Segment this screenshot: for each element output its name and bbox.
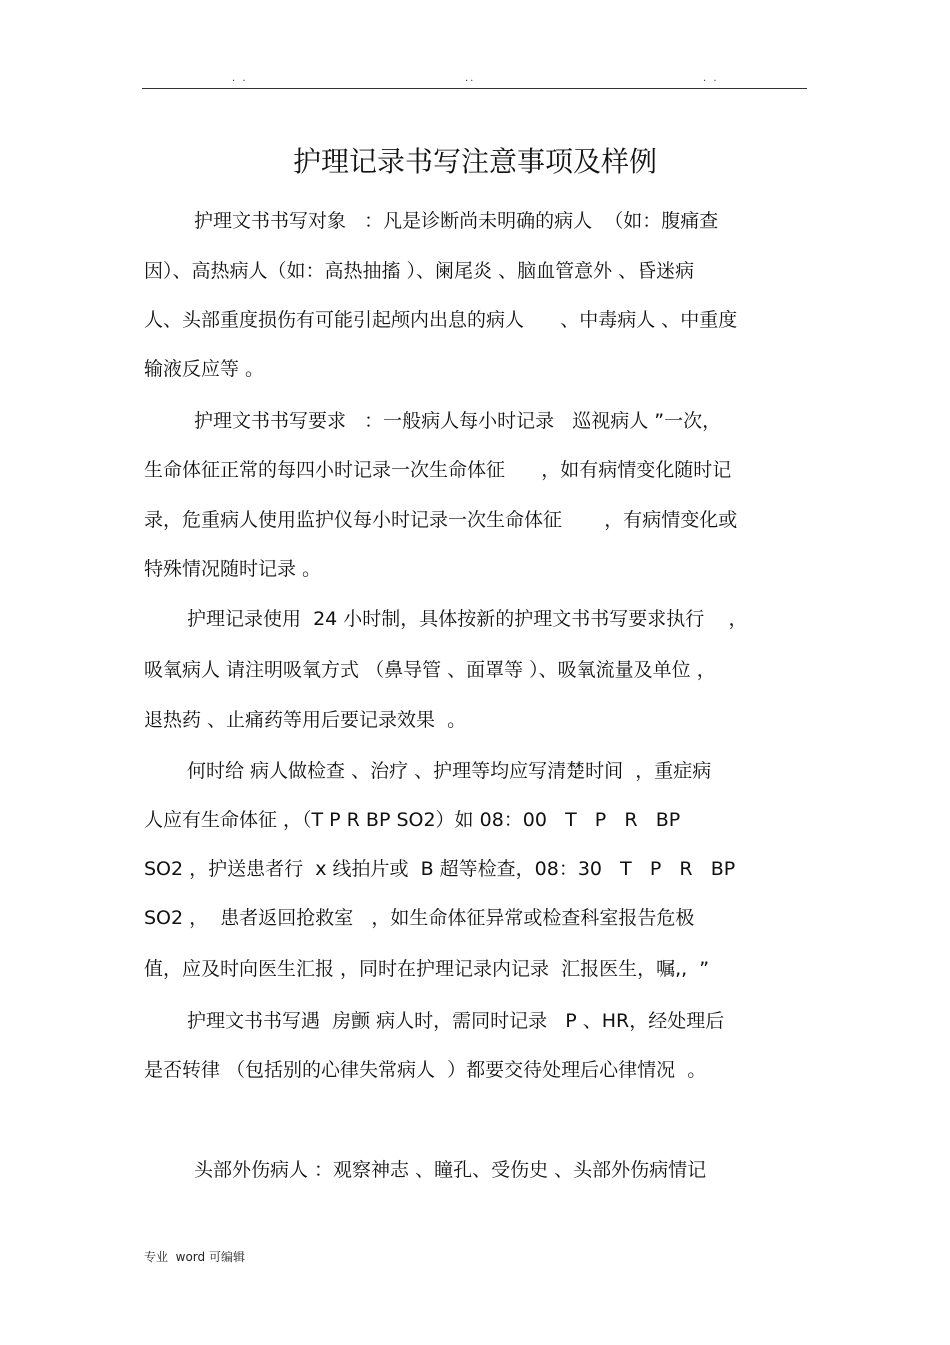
document-title: 护理记录书写注意事项及样例 xyxy=(292,145,657,178)
text-line: 录，危重病人使用监护仪每小时记录一次生命体征 ，有病情变化或 xyxy=(144,509,738,531)
text-line: 人应有生命体征 ，（T P R BP SO2）如 08：00 T P R BP xyxy=(144,809,681,831)
page-footer: 专业 word 可编辑 xyxy=(144,1250,245,1264)
text-line: 值，应及时向医生汇报 ，同时在护理记录内记录 汇报医生，嘱,, ” xyxy=(144,958,710,980)
text-line: 特殊情况随时记录 。 xyxy=(144,558,322,580)
header-rule xyxy=(142,88,807,89)
text-line: 输液反应等 。 xyxy=(144,358,265,380)
text-line: 护理记录使用 24 小时制，具体按新的护理文书书写要求执行 ， xyxy=(187,608,748,630)
page-header xyxy=(0,74,950,86)
text-line: SO2 ，护送患者行 x 线拍片或 B 超等检查，08：30 T P R BP xyxy=(144,858,736,880)
text-line: 人、头部重度损伤有可能引起颅内出息的病人 、中毒病人 、中重度 xyxy=(144,309,738,331)
text-line: 护理文书书写要求 ：一般病人每小时记录 巡视病人 ”一次， xyxy=(194,410,722,432)
text-line: 生命体征正常的每四小时记录一次生命体征 ，如有病情变化随时记 xyxy=(144,459,732,481)
text-line: SO2 ， 患者返回抢救室 ，如生命体征异常或检查科室报告危极 xyxy=(144,907,695,929)
header-dots-center: .. xyxy=(465,73,476,84)
text-line: 吸氧病人 请注明吸氧方式 （鼻导管 、面罩等 ）、吸氧流量及单位 ， xyxy=(144,659,716,681)
text-line: 护理文书书写对象 ：凡是诊断尚未明确的病人 （如：腹痛查 xyxy=(194,210,719,232)
text-line: 因）、高热病人（如：高热抽搐 ）、阑尾炎 、脑血管意外 、昏迷病 xyxy=(144,260,695,282)
text-line: 退热药 、止痛药等用后要记录效果 。 xyxy=(144,709,467,731)
text-line: 头部外伤病人 ：观察神志 、瞳孔、受伤史 、头部外伤病情记 xyxy=(194,1159,707,1181)
text-line: 护理文书书写遇 房颤 病人时，需同时记录 P 、HR，经处理后 xyxy=(187,1010,725,1032)
header-dots-left: . . xyxy=(232,73,248,84)
text-line: 是否转律 （包括别的心律失常病人 ）都要交待处理后心律情况 。 xyxy=(144,1059,707,1081)
header-dots-right: . . xyxy=(703,73,719,84)
text-line: 何时给 病人做检查 、治疗 、护理等均应写清楚时间 ，重症病 xyxy=(187,760,712,782)
